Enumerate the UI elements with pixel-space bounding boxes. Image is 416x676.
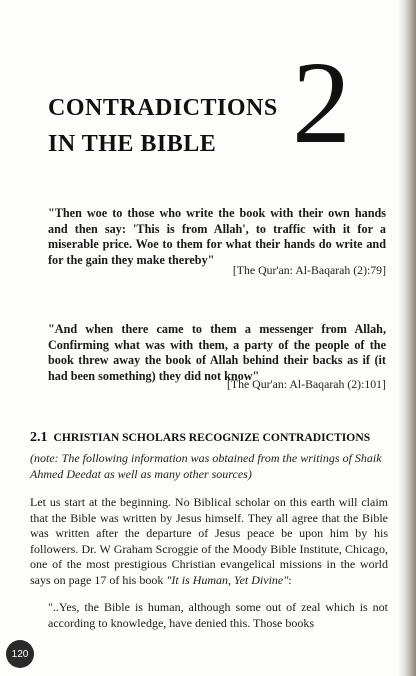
quran-quote-1: "Then woe to those who write the book with their own hands and then say: 'This is from Allah', to traffic with it for a miserable price. Woe to them for what their hands do write and for the gain they make thereby" [48,206,386,267]
quran-citation-1: [The Qur'an: Al-Baqarah (2):79] [232,263,386,277]
quran-quote-2: "And when there came to them a messenger from Allah, Confirming what was with them, a party of the people of the book threw away the book of Allah behind their backs as if (it had been something) they did not know" [48,322,386,383]
chapter-title [48,90,298,162]
page-edge-shadow [398,0,416,676]
source-note: (note: The following information was obtained from the writings of Shaik Ahmed Deedat as well as many other sources) [30,451,382,481]
section-heading [30,430,390,446]
chapter-title-line-2: IN THE BIBLE [48,131,217,157]
body-paragraph-end: : [288,572,292,587]
page-number-badge: 120 [6,640,34,668]
chapter-number: 2 [292,37,351,168]
chapter-title-line-1: CONTRADICTIONS [48,95,278,121]
quran-citation-2: [The Qur'an: Al-Baqarah (2):101] [226,377,386,391]
body-paragraph-text: Let us start at the beginning. No Biblical scholar on this earth will claim that the Bible was written by Jesus himself. They all agree that the Bible was written after the departure of Jesus peace be upon him by his followers. Dr. W Graham Scroggie of the Moody Bible Institute, Chicago, one of the most prestigious Christian evangelical missions in the world says on page 17 of his book [30,495,388,587]
body-paragraph [30,495,388,589]
scroggie-quote: "..Yes, the Bible is human, although some out of zeal which is not according to knowledge, have denied this. Those books [48,600,388,630]
section-title: CHRISTIAN SCHOLARS RECOGNIZE CONTRADICTIONS [53,431,371,444]
section-number: 2.1 [30,430,48,445]
book-title: "It is Human, Yet Divine" [166,572,289,587]
